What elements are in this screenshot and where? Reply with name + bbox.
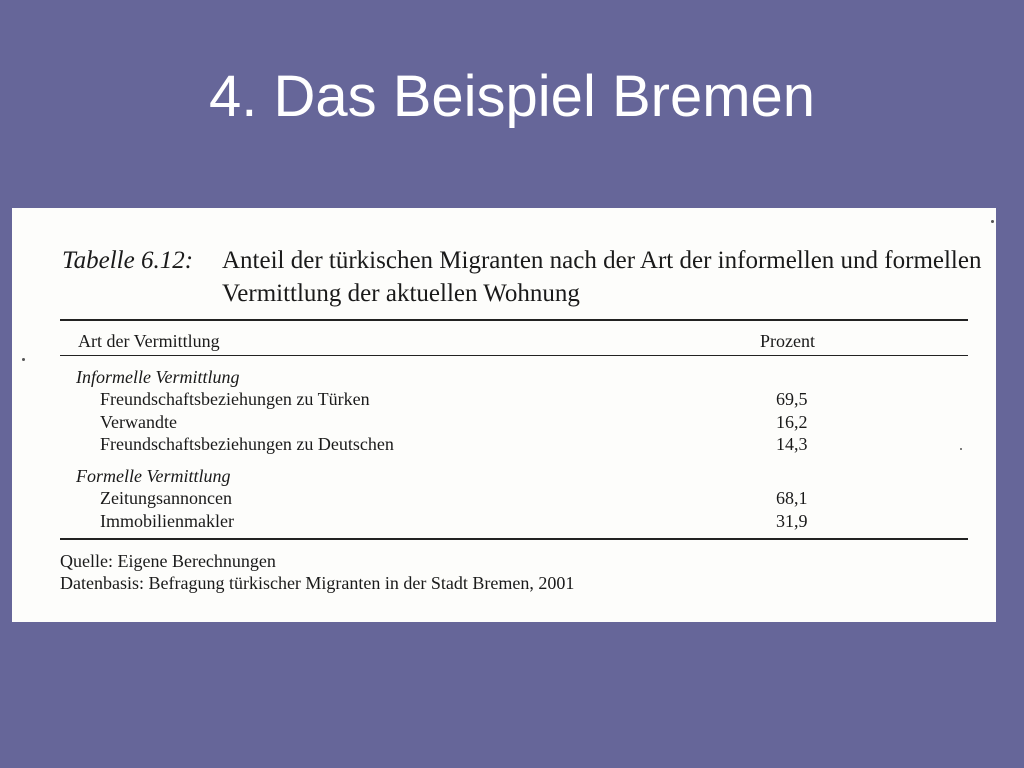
row-label: Zeitungsannoncen xyxy=(100,488,232,508)
table-row xyxy=(76,433,956,456)
scan-speck xyxy=(991,220,994,223)
row-value: 14,3 xyxy=(776,434,808,454)
row-label: Immobilienmakler xyxy=(100,511,234,531)
group-label: Informelle Vermittlung xyxy=(76,367,240,387)
row-label: Verwandte xyxy=(100,412,177,432)
table-row xyxy=(76,487,956,510)
table-header-rule xyxy=(60,355,968,356)
column-header-percent: Prozent xyxy=(760,331,815,351)
group-heading-formal xyxy=(76,465,956,488)
row-value: 69,5 xyxy=(776,389,808,409)
group-heading-informal xyxy=(76,366,956,389)
table-row xyxy=(76,510,956,533)
table-notes xyxy=(60,550,574,594)
row-value: 31,9 xyxy=(776,511,808,531)
table-row xyxy=(76,411,956,434)
table-database: Datenbasis: Befragung türkischer Migranten in der Stadt Bremen, 2001 xyxy=(60,573,575,593)
table-source: Quelle: Eigene Berechnungen xyxy=(60,551,276,571)
scanned-table-image xyxy=(12,208,996,622)
table-top-rule xyxy=(60,319,968,321)
row-label: Freundschaftsbeziehungen zu Deutschen xyxy=(100,434,394,454)
scan-speck xyxy=(22,358,25,361)
row-label: Freundschaftsbeziehungen zu Türken xyxy=(100,389,370,409)
table-caption-text: Anteil der türkischen Migranten nach der Art der informellen und formellen Vermittlung der aktuellen Wohnung xyxy=(222,247,982,307)
column-header-type: Art der Vermittlung xyxy=(78,331,220,351)
row-value: 16,2 xyxy=(776,412,808,432)
table-caption-label: Tabelle 6.12: xyxy=(62,247,194,274)
table-row xyxy=(76,388,956,411)
slide-title: 4. Das Beispiel Bremen xyxy=(208,64,816,129)
scan-speck xyxy=(960,448,962,450)
table-bottom-rule xyxy=(60,538,968,540)
row-value: 68,1 xyxy=(776,488,808,508)
group-label: Formelle Vermittlung xyxy=(76,466,231,486)
